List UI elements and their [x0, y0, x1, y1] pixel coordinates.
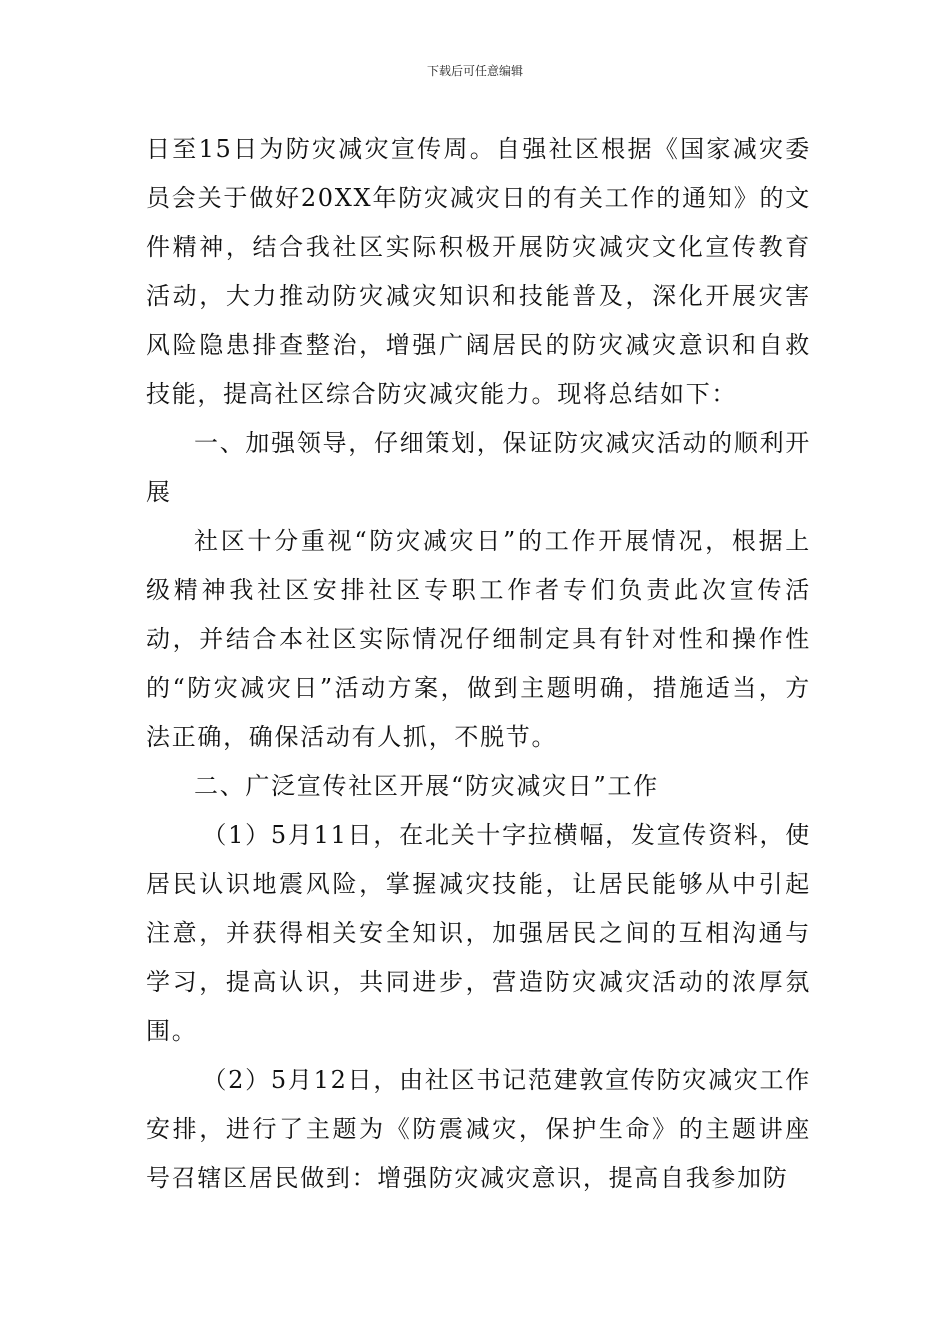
section-1-paragraph: 社区十分重视“防灾减灾日”的工作开展情况，根据上级精神我社区安排社区专职工作者专们负责此次宣传活动，并结合本社区实际情况仔细制定具有针对性和操作性的“防灾减灾日”活动方案，做到主题明确，措施适当，方法正确，确保活动有人抓，不脱节。: [146, 527, 811, 751]
intro-paragraph: 日至15日为防灾减灾宣传周。自强社区根据《国家减灾委员会关于做好20XX年防灾减灾日的有关工作的通知》的文件精神，结合我社区实际积极开展防灾减灾文化宣传教育活动，大力推动防灾减灾知识和技能普及，深化开展灾害风险隐患排查整治，增强广阔居民的防灾减灾意识和自救技能，提高社区综合防灾减灾能力。现将总结如下：: [146, 135, 811, 408]
item-1-paragraph: （1）5月11日，在北关十字拉横幅，发宣传资料，使居民认识地震风险，掌握减灾技能，让居民能够从中引起注意，并获得相关安全知识，加强居民之间的互相沟通与学习，提高认识，共同进步，营造防灾减灾活动的浓厚氛围。: [146, 821, 811, 1045]
section-heading-2: 二、广泛宣传社区开展“防灾减灾日”工作: [194, 772, 659, 800]
section-heading-1: 一、加强领导，仔细策划，保证防灾减灾活动的顺利开展: [146, 429, 811, 506]
page-header-note: 下载后可任意编辑: [426, 64, 523, 78]
document-body: [146, 125, 811, 1203]
item-2-paragraph: （2）5月12日，由社区书记范建敦宣传防灾减灾工作安排，进行了主题为《防震减灾，保护生命》的主题讲座号召辖区居民做到：增强防灾减灾意识，提高自我参加防: [146, 1066, 811, 1192]
